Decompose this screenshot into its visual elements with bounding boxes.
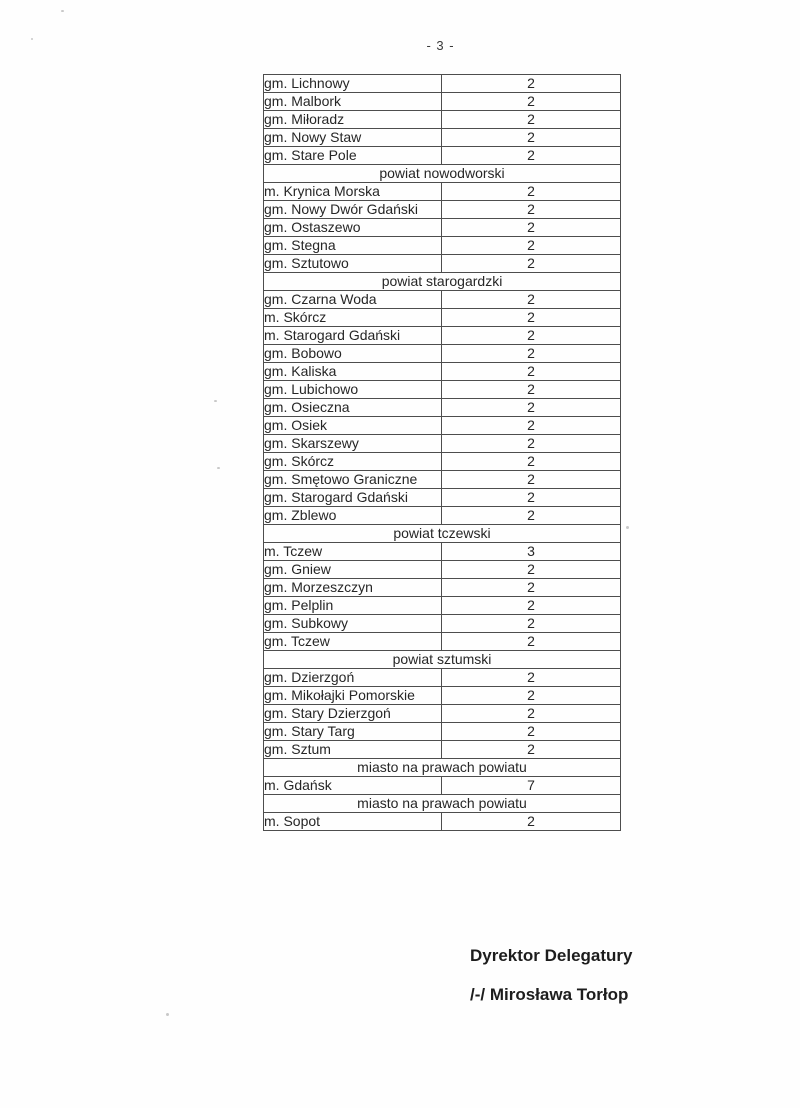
scan-speck (31, 38, 33, 40)
section-row (264, 525, 621, 543)
territory-name: gm. Sztutowo (264, 255, 442, 273)
territory-value: 2 (442, 345, 621, 363)
territory-name: gm. Nowy Staw (264, 129, 442, 147)
territory-value: 2 (442, 129, 621, 147)
territory-name: gm. Osieczna (264, 399, 442, 417)
territory-name: gm. Czarna Woda (264, 291, 442, 309)
territory-value: 2 (442, 615, 621, 633)
territory-name: gm. Pelplin (264, 597, 442, 615)
table-row (264, 615, 621, 633)
table-row (264, 183, 621, 201)
table-row (264, 327, 621, 345)
territory-value: 2 (442, 813, 621, 831)
territory-name: m. Tczew (264, 543, 442, 561)
section-row (264, 759, 621, 777)
scan-speck (217, 467, 220, 469)
territory-name: gm. Mikołajki Pomorskie (264, 687, 442, 705)
table-row (264, 777, 621, 795)
table-row (264, 111, 621, 129)
signature-title: Dyrektor Delegatury (470, 946, 633, 965)
table-row (264, 201, 621, 219)
section-label: powiat nowodworski (264, 165, 621, 183)
territory-value: 2 (442, 489, 621, 507)
territory-value: 2 (442, 111, 621, 129)
territory-name: gm. Nowy Dwór Gdański (264, 201, 442, 219)
table-row (264, 723, 621, 741)
table-row (264, 93, 621, 111)
section-row (264, 273, 621, 291)
territory-name: gm. Osiek (264, 417, 442, 435)
territory-name: gm. Ostaszewo (264, 219, 442, 237)
page-number: - 3 - (426, 38, 455, 53)
territory-name: gm. Stary Targ (264, 723, 442, 741)
territory-value: 7 (442, 777, 621, 795)
table-row (264, 255, 621, 273)
territory-value: 2 (442, 507, 621, 525)
territory-value: 2 (442, 723, 621, 741)
territory-name: gm. Bobowo (264, 345, 442, 363)
signature-name: /-/ Mirosława Torłop (470, 985, 629, 1004)
territory-name: gm. Stegna (264, 237, 442, 255)
territory-name: gm. Smętowo Graniczne (264, 471, 442, 489)
municipalities-table (263, 74, 621, 831)
territory-value: 2 (442, 201, 621, 219)
table-row (264, 597, 621, 615)
row-container (264, 75, 621, 831)
scan-speck (61, 10, 64, 12)
table-row (264, 381, 621, 399)
territory-value: 2 (442, 291, 621, 309)
territory-name: m. Krynica Morska (264, 183, 442, 201)
table-row (264, 813, 621, 831)
territory-value: 2 (442, 237, 621, 255)
table-row (264, 219, 621, 237)
territory-name: gm. Tczew (264, 633, 442, 651)
territory-name: gm. Starogard Gdański (264, 489, 442, 507)
table-row (264, 741, 621, 759)
table-row (264, 669, 621, 687)
table-row (264, 147, 621, 165)
territory-value: 2 (442, 255, 621, 273)
table-row (264, 705, 621, 723)
table-row (264, 291, 621, 309)
table-row (264, 75, 621, 93)
territory-value: 2 (442, 453, 621, 471)
territory-name: gm. Sztum (264, 741, 442, 759)
section-label: powiat tczewski (264, 525, 621, 543)
territory-value: 2 (442, 705, 621, 723)
territory-value: 2 (442, 435, 621, 453)
territory-value: 2 (442, 579, 621, 597)
table-row (264, 579, 621, 597)
territory-name: gm. Gniew (264, 561, 442, 579)
territory-name: m. Skórcz (264, 309, 442, 327)
territory-value: 2 (442, 219, 621, 237)
table-row (264, 435, 621, 453)
territory-value: 2 (442, 741, 621, 759)
table-row (264, 417, 621, 435)
section-label: miasto na prawach powiatu (264, 759, 621, 777)
territory-value: 2 (442, 597, 621, 615)
territory-name: gm. Skarszewy (264, 435, 442, 453)
territory-name: gm. Skórcz (264, 453, 442, 471)
table-row (264, 237, 621, 255)
section-row (264, 795, 621, 813)
territory-name: gm. Zblewo (264, 507, 442, 525)
territory-name: m. Gdańsk (264, 777, 442, 795)
territory-name: gm. Dzierzgoń (264, 669, 442, 687)
table-row (264, 561, 621, 579)
territory-value: 2 (442, 687, 621, 705)
territory-name: gm. Malbork (264, 93, 442, 111)
territory-value: 2 (442, 381, 621, 399)
territory-name: gm. Subkowy (264, 615, 442, 633)
territory-value: 2 (442, 327, 621, 345)
territory-name: gm. Morzeszczyn (264, 579, 442, 597)
scan-speck (166, 1013, 169, 1016)
table-row (264, 633, 621, 651)
territory-name: m. Sopot (264, 813, 442, 831)
section-label: powiat starogardzki (264, 273, 621, 291)
territory-value: 3 (442, 543, 621, 561)
territory-value: 2 (442, 633, 621, 651)
territory-value: 2 (442, 183, 621, 201)
table-row (264, 363, 621, 381)
territory-value: 2 (442, 669, 621, 687)
section-row (264, 165, 621, 183)
territory-name: gm. Lubichowo (264, 381, 442, 399)
table-row (264, 489, 621, 507)
table-row (264, 399, 621, 417)
territory-value: 2 (442, 93, 621, 111)
signature-block (470, 946, 633, 1005)
territory-name: gm. Lichnowy (264, 75, 442, 93)
table-row (264, 507, 621, 525)
territory-value: 2 (442, 399, 621, 417)
table-row (264, 471, 621, 489)
territory-value: 2 (442, 147, 621, 165)
table-row (264, 543, 621, 561)
territory-value: 2 (442, 471, 621, 489)
territory-value: 2 (442, 417, 621, 435)
table-row (264, 453, 621, 471)
section-label: miasto na prawach powiatu (264, 795, 621, 813)
section-label: powiat sztumski (264, 651, 621, 669)
territory-name: gm. Stare Pole (264, 147, 442, 165)
territory-name: gm. Stary Dzierzgoń (264, 705, 442, 723)
territory-name: gm. Miłoradz (264, 111, 442, 129)
table-row (264, 129, 621, 147)
territory-value: 2 (442, 309, 621, 327)
territory-name: gm. Kaliska (264, 363, 442, 381)
territory-value: 2 (442, 363, 621, 381)
scan-speck (626, 526, 629, 529)
territory-value: 2 (442, 75, 621, 93)
table-row (264, 309, 621, 327)
territory-name: m. Starogard Gdański (264, 327, 442, 345)
table-row (264, 687, 621, 705)
scan-speck (214, 400, 217, 402)
table-row (264, 345, 621, 363)
territory-value: 2 (442, 561, 621, 579)
section-row (264, 651, 621, 669)
